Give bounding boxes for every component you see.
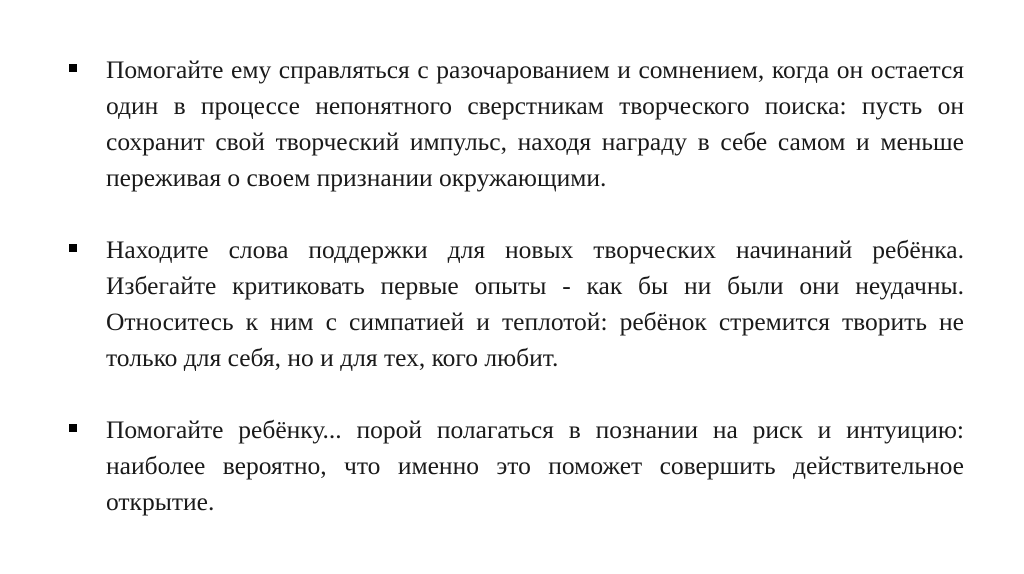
square-bullet-icon	[69, 64, 77, 72]
list-item	[62, 232, 964, 376]
bullet-text: Находите слова поддержки для новых творческих начинаний ребёнка. Избегайте критиковать первые опыты - как бы ни были они неудачны. Относитесь к ним с симпатией и теплотой: ребёнок стремится творить не только для себя, но и для тех, кого любит.	[106, 235, 964, 372]
list-item	[62, 412, 964, 520]
list-item	[62, 52, 964, 196]
bullet-text: Помогайте ему справляться с разочарованием и сомнением, когда он остается один в процессе непонятного сверстникам творческого поиска: пусть он сохранит свой творческий импульс, находя награду в себе самом и меньше переживая о своем признании окружающими.	[106, 55, 964, 192]
square-bullet-icon	[69, 244, 77, 252]
bullet-list	[62, 52, 964, 556]
bullet-text: Помогайте ребёнку... порой полагаться в познании на риск и интуицию: наиболее вероятно, что именно это поможет совершить действительное открытие.	[106, 415, 964, 516]
square-bullet-icon	[69, 424, 77, 432]
